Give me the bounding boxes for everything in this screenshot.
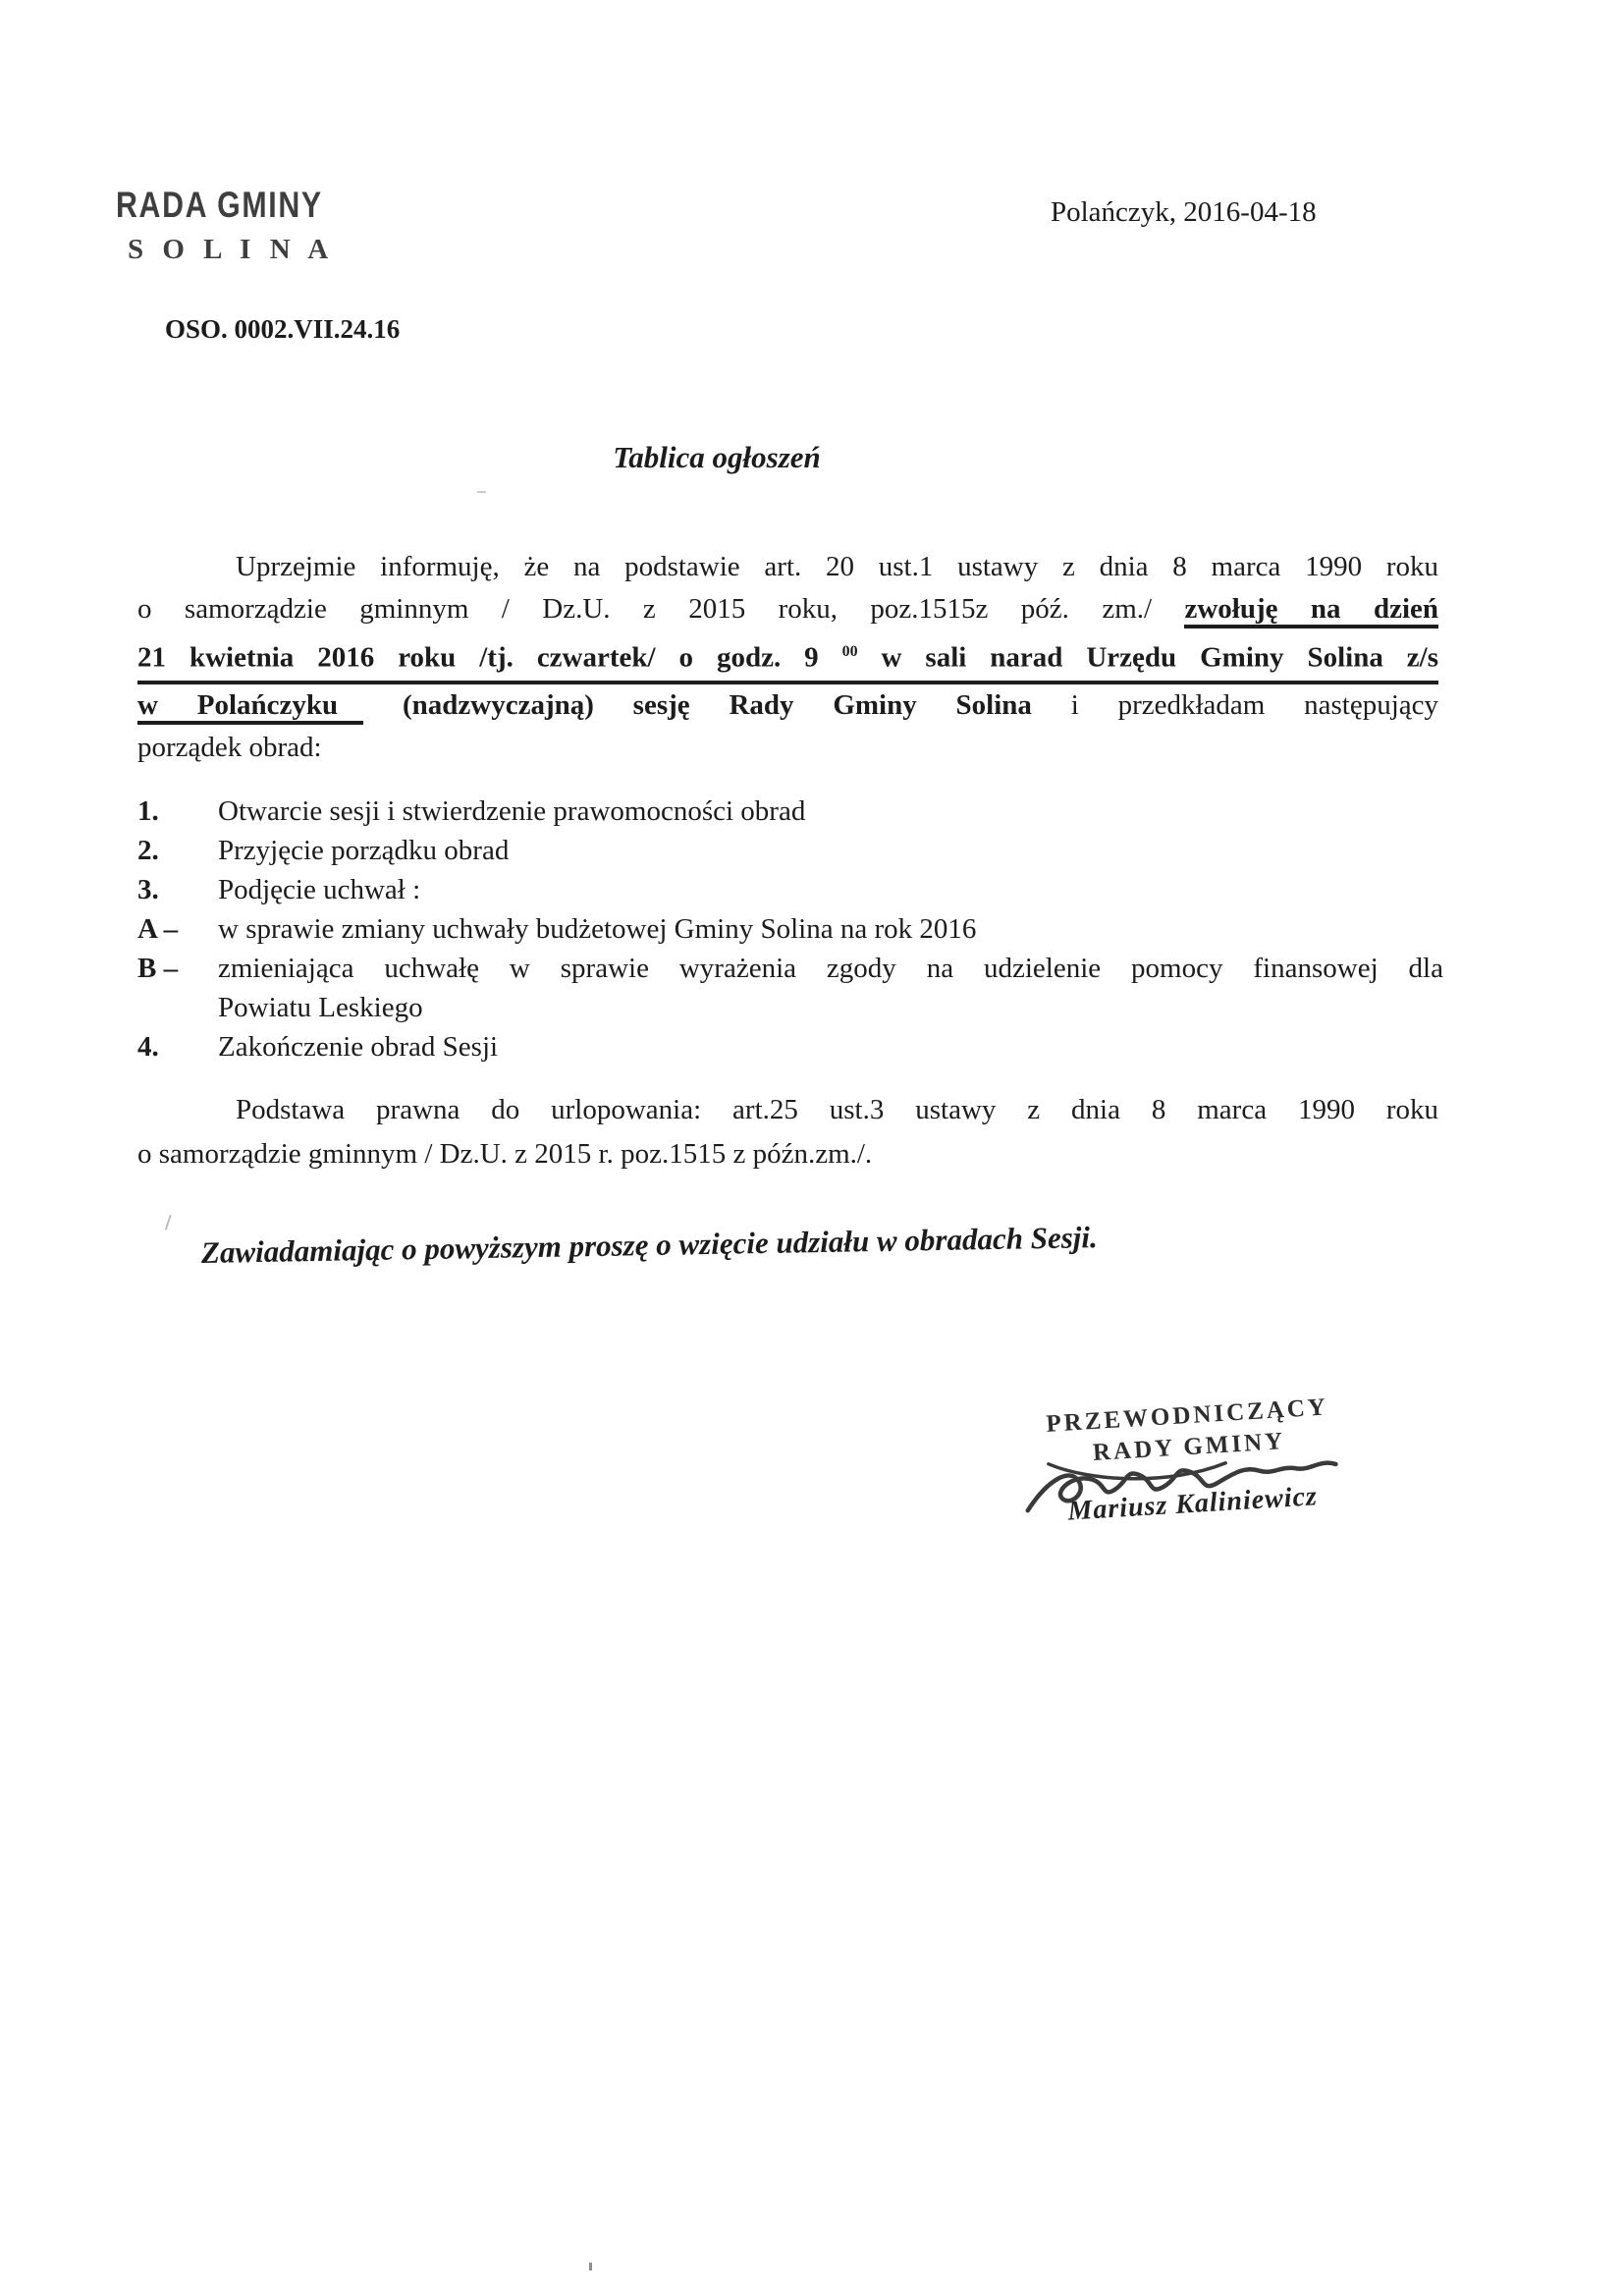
place-and-date: Polańczyk, 2016-04-18 [1051,196,1317,228]
intro-line-4-underlined: w Polańczyku [137,689,363,725]
agenda-item-marker: 4. [137,1031,159,1063]
intro-paragraph [137,546,1438,769]
agenda-item-text-line2: Powiatu Leskiego [218,992,423,1023]
scan-artifact [589,2263,592,2270]
agenda-item-marker: 2. [137,835,159,866]
agenda-item-marker: A – [137,913,179,945]
agenda-item-text-line1: zmieniająca uchwałę w sprawie wyrażenia zgody na udzielenie pomocy finansowej dla [218,953,1443,984]
reference-number: OSO. 0002.VII.24.16 [165,314,401,344]
intro-line-3-text: 21 kwietnia 2016 roku /tj. czwartek/ o godz. 9 [137,641,819,674]
agenda-item-text: Zakończenie obrad Sesji [218,1031,499,1063]
signature-block [1020,1393,1361,1531]
org-name-line2: S O L I N A [128,234,335,265]
agenda-item [137,870,1443,909]
scan-artifact [477,491,486,493]
signatory-name: Mariusz Kaliniewicz [1066,1481,1319,1527]
org-stamp [116,185,368,266]
org-name-line1: RADA GMINY [116,185,323,225]
intro-line-2-bold-underlined: zwołuję na dzień [1184,593,1438,629]
agenda-item [137,1027,1443,1066]
agenda-item [137,909,1443,949]
intro-line-5: porządek obrad: [137,731,322,763]
agenda-list [137,792,1443,1066]
document-title: Tablica ogłoszeń [613,440,821,474]
agenda-item-text [218,949,1443,1027]
legal-line-2: o samorządzie gminnym / Dz.U. z 2015 r. poz.1515 z późn.zm./. [137,1138,873,1170]
agenda-item-text: Podjęcie uchwał : [218,874,421,905]
agenda-item [137,831,1443,870]
legal-line-1: Podstawa prawna do urlopowania: art.25 ust.3 ustawy z dnia 8 marca 1990 roku [236,1094,1438,1125]
agenda-item-text: Przyjęcie porządku obrad [218,835,510,866]
hour-superscript: 00 [841,643,858,660]
intro-line-1: Uprzejmie informuję, że na podstawie art. 20 ust.1 ustawy z dnia 8 marca 1990 roku [236,551,1438,582]
closing-sentence: Zawiadamiając o powyższym proszę o wzięcie udziału w obradach Sesji. [200,1220,1098,1270]
legal-basis-paragraph [137,1088,1438,1176]
intro-line-4 [137,684,1438,727]
signatory-role-line2: RADY GMINY [1092,1428,1286,1466]
intro-line-2 [137,588,1438,630]
scan-artifact [165,1215,179,1232]
agenda-item-marker: 3. [137,874,159,905]
intro-line-4-bold: (nadzwyczajną) sesję Rady Gminy Solina [402,688,1032,721]
agenda-item-marker: B – [137,953,179,984]
signatory-role-line1: PRZEWODNICZĄCY [1045,1394,1329,1438]
agenda-item-text: Otwarcie sesji i stwierdzenie prawomocności obrad [218,795,806,827]
agenda-item-marker: 1. [137,795,159,827]
intro-line-3-rest: w sali narad Urzędu Gminy Solina z/s [881,641,1438,674]
intro-line-2-regular: o samorządzie gminnym / Dz.U. z 2015 roku, poz.1515z póź. zm./ [137,593,1153,625]
agenda-item-text: w sprawie zmiany uchwały budżetowej Gminy Solina na rok 2016 [218,913,977,945]
intro-line-4-regular: i przedkładam następujący [1070,688,1439,721]
agenda-item [137,792,1443,831]
intro-line-3 [137,630,1438,684]
agenda-item [137,949,1443,1027]
